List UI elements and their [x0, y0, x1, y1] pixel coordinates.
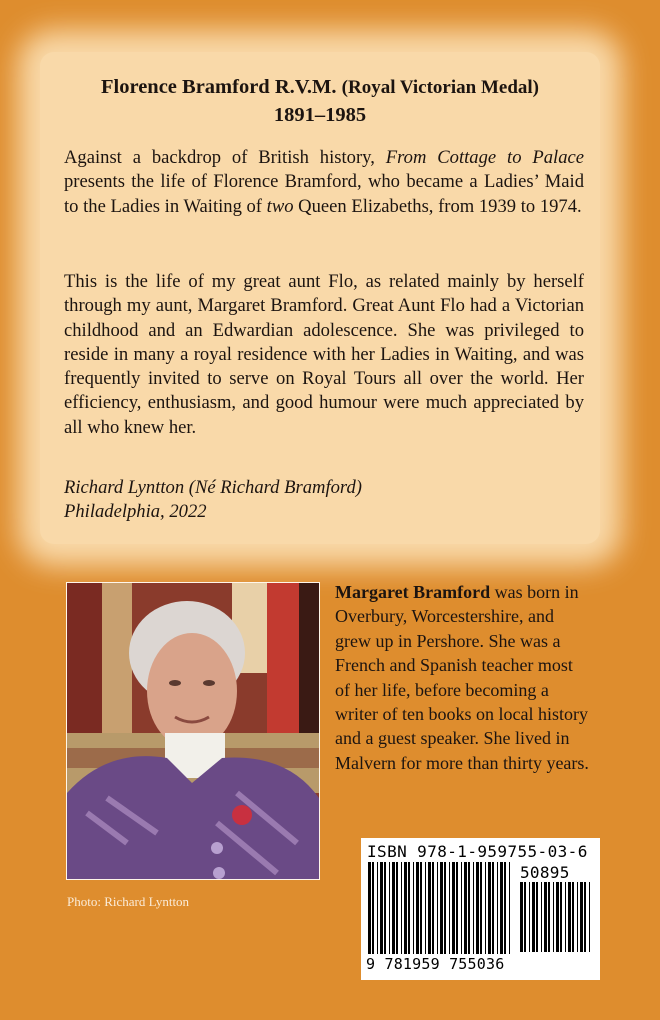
barcode-bar: [488, 862, 491, 954]
barcode-bar: [553, 882, 554, 952]
signature-name: Richard Lyntton (Né Richard Bramford): [64, 477, 362, 498]
author-bio: [335, 580, 589, 775]
barcode-bar: [544, 882, 547, 952]
barcode-bar: [408, 862, 410, 954]
barcode-bar: [580, 882, 583, 952]
blurb-text: Against a backdrop of British history,: [64, 147, 386, 168]
barcode-bar: [413, 862, 414, 954]
barcode-bar: [468, 862, 470, 954]
barcode-bar: [556, 882, 559, 952]
barcode-bar: [396, 862, 398, 954]
price-barcode: [520, 882, 592, 952]
signature-place: Philadelphia, 2022: [64, 501, 207, 523]
barcode-bar: [368, 862, 371, 954]
author-photo: [67, 583, 319, 879]
barcode-bar: [565, 882, 566, 952]
barcode-bar: [584, 882, 586, 952]
barcode-bar: [560, 882, 562, 952]
photo-caption: Photo: Richard Lyntton: [67, 894, 190, 909]
subject-name: Florence Bramford R.V.M.: [101, 76, 337, 98]
barcode-bar: [568, 882, 571, 952]
barcode-bar: [440, 862, 443, 954]
barcode-bar: [449, 862, 450, 954]
barcode-bar: [444, 862, 446, 954]
barcode-bar: [589, 882, 590, 952]
barcode-bar: [485, 862, 486, 954]
barcode-bar: [380, 862, 383, 954]
barcode-bar: [428, 862, 431, 954]
barcode-bar: [461, 862, 462, 954]
barcode-bar: [548, 882, 550, 952]
barcode-bar: [404, 862, 407, 954]
barcode-bar: [437, 862, 438, 954]
author-bio-text: was born in Overbury, Worcestershire, and grew up in Pershore. She was a French and Spanish teacher most of her life, before becoming a writer of ten books on local history and a guest speaker. She lived in Malvern for more than thirty years.: [335, 582, 589, 773]
isbn-barcode: [368, 862, 514, 954]
barcode-digits: 9 781959 755036: [366, 955, 505, 973]
blurb-paragraph-1: [64, 146, 584, 219]
emphasis-text: two: [266, 195, 294, 217]
barcode-bar: [497, 862, 498, 954]
blurb-text: Queen Elizabeths, from 1939 to 1974.: [293, 195, 582, 217]
barcode-bar: [432, 862, 434, 954]
barcode-bar: [420, 862, 422, 954]
signature: [64, 476, 584, 525]
price-code: 50895: [520, 863, 570, 882]
barcode-bar: [509, 862, 510, 954]
barcode-bar: [377, 862, 378, 954]
barcode-bar: [425, 862, 426, 954]
barcode-bar: [536, 882, 538, 952]
barcode-bar: [480, 862, 482, 954]
barcode-bar: [541, 882, 542, 952]
author-name: Margaret Bramford: [335, 582, 491, 602]
barcode-bar: [504, 862, 506, 954]
barcode-bar: [572, 882, 574, 952]
barcode-bar: [532, 882, 535, 952]
blurb-text: presents the life of Florence Bramford, who became a Ladies’ Maid to the Ladies in Waiting of: [64, 171, 584, 217]
barcode-bar: [529, 882, 530, 952]
barcode-bar: [476, 862, 479, 954]
barcode-bar: [384, 862, 386, 954]
barcode-bar: [452, 862, 455, 954]
barcode-bar: [456, 862, 458, 954]
barcode-bar: [464, 862, 467, 954]
barcode-bar: [392, 862, 395, 954]
subject-medal: (Royal Victorian Medal): [341, 77, 539, 98]
barcode-bar: [416, 862, 419, 954]
blurb-paragraph-2: This is the life of my great aunt Flo, as related mainly by herself through my aunt, Margaret Bramford. Great Aunt Flo had a Victorian childhood and an Edwardian adolescence. She was privileged to reside in many a royal residence with her Ladies in Waiting, and was frequently invited to serve on Royal Tours all over the world. Her efficiency, enthusiasm, and good humour were much appreciated by all who knew her.: [64, 271, 584, 438]
isbn-label: ISBN 978-1-959755-03-6: [367, 842, 588, 861]
barcode-bar: [492, 862, 494, 954]
barcode-bar: [524, 882, 526, 952]
subject-years: 1891–1985: [273, 104, 367, 126]
barcode-bar: [473, 862, 474, 954]
barcode-bar: [401, 862, 402, 954]
barcode-bar: [577, 882, 578, 952]
barcode-bar: [520, 882, 523, 952]
barcode-bar: [372, 862, 374, 954]
book-title: From Cottage to Palace: [385, 147, 584, 168]
book-subject-title: [40, 73, 600, 102]
barcode-bar: [389, 862, 390, 954]
barcode-bar: [500, 862, 503, 954]
